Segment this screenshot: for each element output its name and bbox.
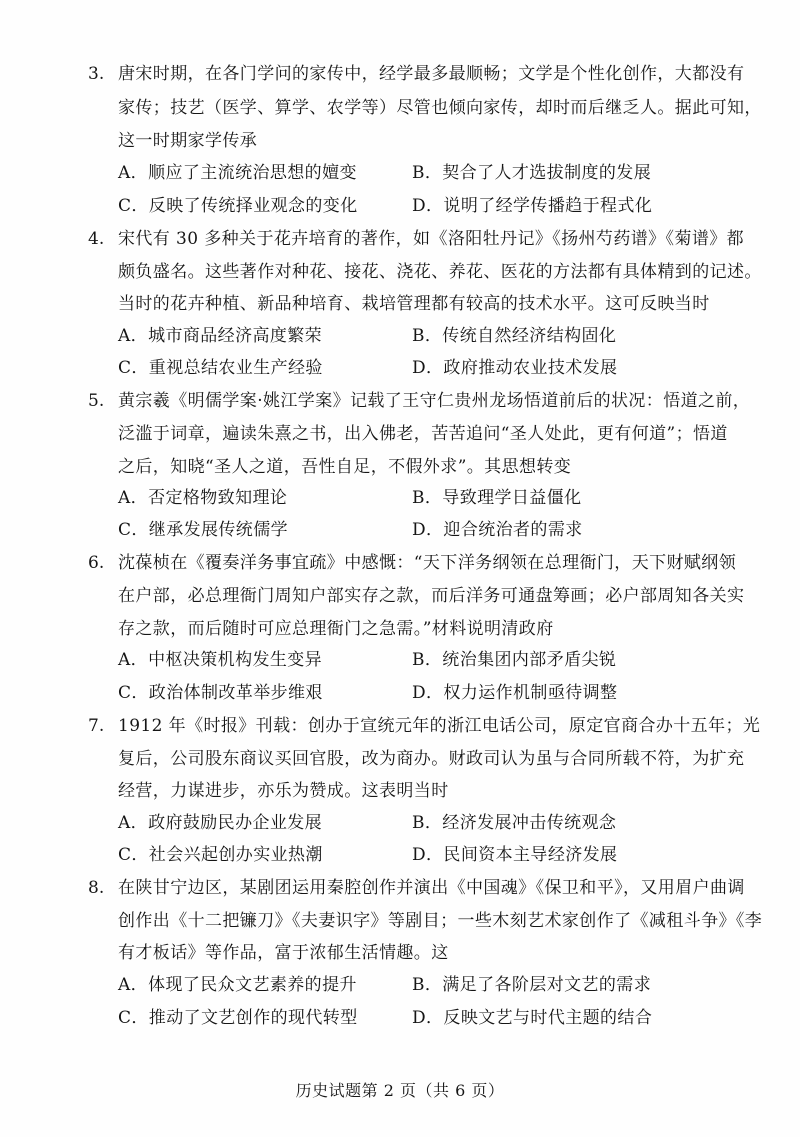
option-a: A．体现了民众文艺素养的提升 xyxy=(118,975,357,995)
question-stem-line: 在陕甘宁边区，某剧团运用秦腔创作并演出《中国魂》《保卫和平》，又用眉户曲调 xyxy=(118,878,745,898)
option-c: C．继承发展传统儒学 xyxy=(118,520,289,540)
question-number: 5. xyxy=(88,391,105,411)
option-b: B．满足了各阶层对文艺的需求 xyxy=(412,975,652,995)
option-d: D．说明了经学传播趋于程式化 xyxy=(412,196,653,216)
option-b: B．导致理学日益僵化 xyxy=(412,488,582,508)
option-c: C．推动了文艺创作的现代转型 xyxy=(118,1008,358,1028)
question-stem-line: 沈葆桢在《覆奏洋务事宜疏》中感慨：“天下洋务纲领在总理衙门，天下财赋纲领 xyxy=(118,553,737,573)
question-stem-line: 宋代有 30 多种关于花卉培育的著作，如《洛阳牡丹记》《扬州芍药谱》《菊谱》都 xyxy=(118,229,745,249)
question-stem-line: 有才板话》等作品，富于浓郁生活情趣。这 xyxy=(118,943,449,963)
option-d: D．权力运作机制亟待调整 xyxy=(412,683,618,703)
option-a: A．城市商品经济高度繁荣 xyxy=(118,326,323,346)
option-a: A．政府鼓励民办企业发展 xyxy=(118,813,323,833)
question-stem-line: 这一时期家学传承 xyxy=(118,131,258,151)
question-stem-line: 颇负盛名。这些著作对种花、接花、浇花、养花、医花的方法都有具体精到的记述。 xyxy=(118,262,762,282)
question-number: 3. xyxy=(88,64,105,84)
option-c: C．社会兴起创办实业热潮 xyxy=(118,845,323,865)
option-c: C．重视总结农业生产经验 xyxy=(118,358,323,378)
option-d: D．政府推动农业技术发展 xyxy=(412,358,618,378)
option-b: B．经济发展冲击传统观念 xyxy=(412,813,617,833)
question-stem-line: 复后，公司股东商议买回官股，改为商办。财政司认为虽与合同所载不符，为扩充 xyxy=(118,749,745,769)
question-stem-line: 家传；技艺（医学、算学、农学等）尽管也倾向家传，却时而后继乏人。据此可知， xyxy=(118,98,762,118)
question-stem-line: 黄宗羲《明儒学案·姚江学案》记载了王守仁贵州龙场悟道前后的状况：悟道之前， xyxy=(118,391,751,411)
option-c: C．政治体制改革举步维艰 xyxy=(118,683,323,703)
question-number: 8. xyxy=(88,878,105,898)
question-stem-line: 创作出《十二把镰刀》《夫妻识字》等剧目；一些木刻艺术家创作了《减租斗争》《李 xyxy=(118,911,763,931)
question-stem-line: 泛滥于词章，遍读朱熹之书，出入佛老，苦苦追问“圣人处此，更有何道”；悟道 xyxy=(118,424,728,444)
question-stem-line: 经营，力谋进步，亦乐为赞成。这表明当时 xyxy=(118,781,449,801)
option-a: A．中枢决策机构发生变异 xyxy=(118,650,323,670)
option-d: D．反映文艺与时代主题的结合 xyxy=(412,1008,653,1028)
question-stem-line: 1912 年《时报》刊载：创办于宣统元年的浙江电话公司，原定官商合办十五年；光 xyxy=(118,716,761,736)
question-stem-line: 之后，知晓“圣人之道，吾性自足，不假外求”。其思想转变 xyxy=(118,457,572,477)
question-number: 6. xyxy=(88,553,105,573)
option-d: D．迎合统治者的需求 xyxy=(412,520,583,540)
option-a: A．顺应了主流统治思想的嬗变 xyxy=(118,163,357,183)
question-stem-line: 在户部，必总理衙门周知户部实存之款，而后洋务可通盘筹画；必户部周知各关实 xyxy=(118,586,745,606)
option-d: D．民间资本主导经济发展 xyxy=(412,845,618,865)
option-b: B．传统自然经济结构固化 xyxy=(412,326,617,346)
question-stem-line: 当时的花卉种植、新品种培育、栽培管理都有较高的技术水平。这可反映当时 xyxy=(118,294,710,314)
option-b: B．统治集团内部矛盾尖锐 xyxy=(412,650,617,670)
option-a: A．否定格物致知理论 xyxy=(118,488,288,508)
question-stem-line: 存之款，而后随时可应总理衙门之急需。”材料说明清政府 xyxy=(118,619,554,639)
question-number: 4. xyxy=(88,229,105,249)
page-footer: 历史试题第 2 页（共 6 页） xyxy=(295,1081,505,1100)
question-number: 7. xyxy=(88,716,105,736)
option-b: B．契合了人才选拔制度的发展 xyxy=(412,163,652,183)
option-c: C．反映了传统择业观念的变化 xyxy=(118,196,358,216)
question-stem-line: 唐宋时期，在各门学问的家传中，经学最多最顺畅；文学是个性化创作，大都没有 xyxy=(118,64,745,84)
